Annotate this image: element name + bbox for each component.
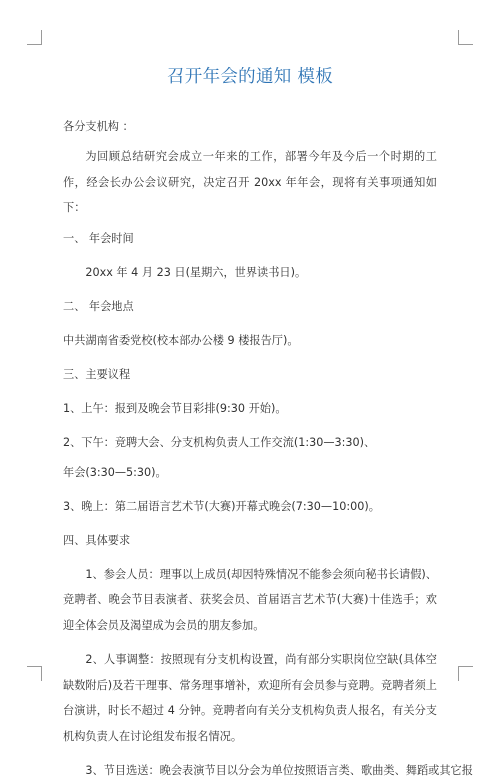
section-4-item-3: 3、节目选送：晚会表演节目以分会为单位按照语言类、歌曲类、舞蹈或其它报: [85, 764, 473, 777]
section-1-heading: 一、 年会时间: [63, 231, 134, 245]
intro-paragraph: 为回顾总结研究会成立一年来的工作，部署今年及今后一个时期的工作，经会长办公会议研究，决定召开 20xx 年年会，现将有关事项通知如下：: [63, 150, 437, 214]
section-1-text: 20xx 年 4 月 23 日(星期六，世界读书日)。: [85, 265, 307, 279]
document-title: 召开年会的通知 模板: [166, 67, 334, 87]
section-3-item-2: 2、下午：竞聘大会、分支机构负责人工作交流(1:30—3:30)、: [63, 435, 376, 449]
salutation: 各分支机构 ：: [63, 120, 134, 133]
page-corner-mark-top-left: [27, 30, 42, 45]
section-3-heading: 三、主要议程: [63, 367, 131, 381]
section-4-item-2: 2、人事调整：按照现有分支机构设置，尚有部分实职岗位空缺(具体空缺数附后)及若干理事、常务理事增补，欢迎所有会员参与竞聘。竞聘者须上台演讲，时长不超过 4 分钟。竞聘者向有关分支机构负责人报名，有关分支机构负责人在讨论组发布报名情况。: [63, 653, 437, 743]
section-4-item-1: 1、参会人员：理事以上成员(却因特殊情况不能参会须向秘书长请假)、竞聘者、晚会节目表演者、获奖会员、首届语言艺术节(大赛)十佳选手；欢迎全体会员及渴望成为会员的朋友参加。: [63, 567, 437, 632]
page-corner-mark-top-right: [458, 30, 473, 45]
page-corner-mark-bottom-right: [458, 666, 473, 681]
section-3-item-1: 1、上午：报到及晚会节目彩排(9:30 开始)。: [63, 401, 287, 415]
section-2-heading: 二、 年会地点: [63, 299, 134, 313]
page-corner-mark-bottom-left: [27, 666, 42, 681]
section-3-item-2-continued: 年会(3:30—5:30)。: [63, 465, 167, 479]
section-3-item-3: 3、晚上：第二届语言艺术节(大赛)开幕式晚会(7:30—10:00)。: [63, 499, 380, 513]
section-4-heading: 四、具体要求: [63, 533, 131, 547]
section-2-text: 中共湖南省委党校(校本部办公楼 9 楼报告厅)。: [63, 333, 299, 347]
document-body: [63, 114, 473, 783]
